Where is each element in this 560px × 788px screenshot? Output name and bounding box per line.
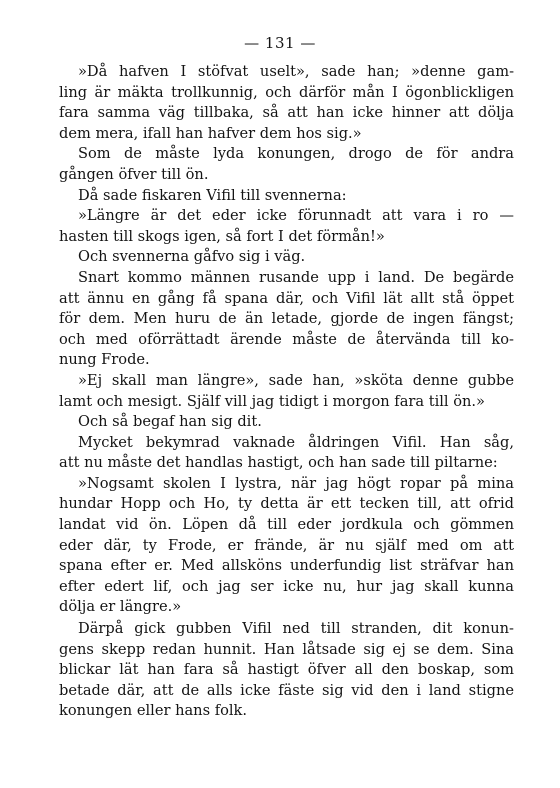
text-line: dem mera, ifall han hafver dem hos sig.» [59,124,362,142]
text-line: eder där, ty Frode, er frände, är nu själf med om att [59,536,514,554]
text-line: dölja er längre.» [59,598,182,616]
body-text [59,62,514,722]
text-line: efter edert lif, och jag ser icke nu, hur jag skall kunna [59,577,514,595]
text-line: »Nogsamt skolen I lystra, när jag högt ropar på mina [78,474,514,492]
text-line: »Ej skall man längre», sade han, »sköta denne gubbe [78,371,514,389]
text-line: »Då hafven I stöfvat uselt», sade han; »denne gam- [78,63,514,80]
page-number: — 131 — [244,34,316,52]
text-line: Som de måste lyda konungen, drogo de för andra [78,145,514,163]
text-line: gången öfver till ön. [59,165,209,183]
text-line: Och så begaf han sig dit. [78,413,262,431]
text-line: nung Frode. [59,351,150,369]
text-line: och med oförrättadt ärende måste de återvända till ko- [59,330,514,348]
text-line: fara samma väg tillbaka, så att han icke hinner att dölja [59,104,514,122]
text-line: hundar Hopp och Ho, ty detta är ett tecken till, att ofrid [59,495,514,513]
text-line: Därpå gick gubben Vifil ned till stranden, dit konun- [78,620,514,638]
text-line: för dem. Men huru de än letade, gjorde de ingen fängst; [59,310,514,328]
text-line: hasten till skogs igen, så fort I det förmån!» [59,227,385,245]
text-line: lamt och mesigt. Själf vill jag tidigt i morgon fara till ön.» [59,392,485,410]
text-line: blickar lät han fara så hastigt öfver all den boskap, som [59,661,514,679]
text-line: Snart kommo männen rusande upp i land. De begärde [78,268,514,286]
text-line: ling är mäkta trollkunnig, och därför mån I ögonblickligen [59,83,514,101]
text-line: Och svennerna gåfvo sig i väg. [78,248,306,266]
text-line: konungen eller hans folk. [59,702,248,720]
text-line: landat vid ön. Löpen då till eder jordkula och gömmen [59,516,514,534]
text-line: betade där, att de alls icke fäste sig vid den i land stigne [59,681,514,699]
text-line: att nu måste det handlas hastigt, och han sade till piltarne: [59,454,498,472]
text-line: att ännu en gång få spana där, och Vifil lät allt stå öppet [59,289,514,307]
text-line: spana efter er. Med allsköns underfundig list sträfvar han [59,557,514,575]
text-line: »Längre är det eder icke förunnadt att vara i ro — [78,207,514,225]
text-line: gens skepp redan hunnit. Han låtsade sig ej se dem. Sina [59,640,514,658]
text-line: Mycket bekymrad vaknade åldringen Vifil. Han såg, [78,433,514,451]
text-line: Då sade fiskaren Vifil till svennerna: [78,186,347,204]
